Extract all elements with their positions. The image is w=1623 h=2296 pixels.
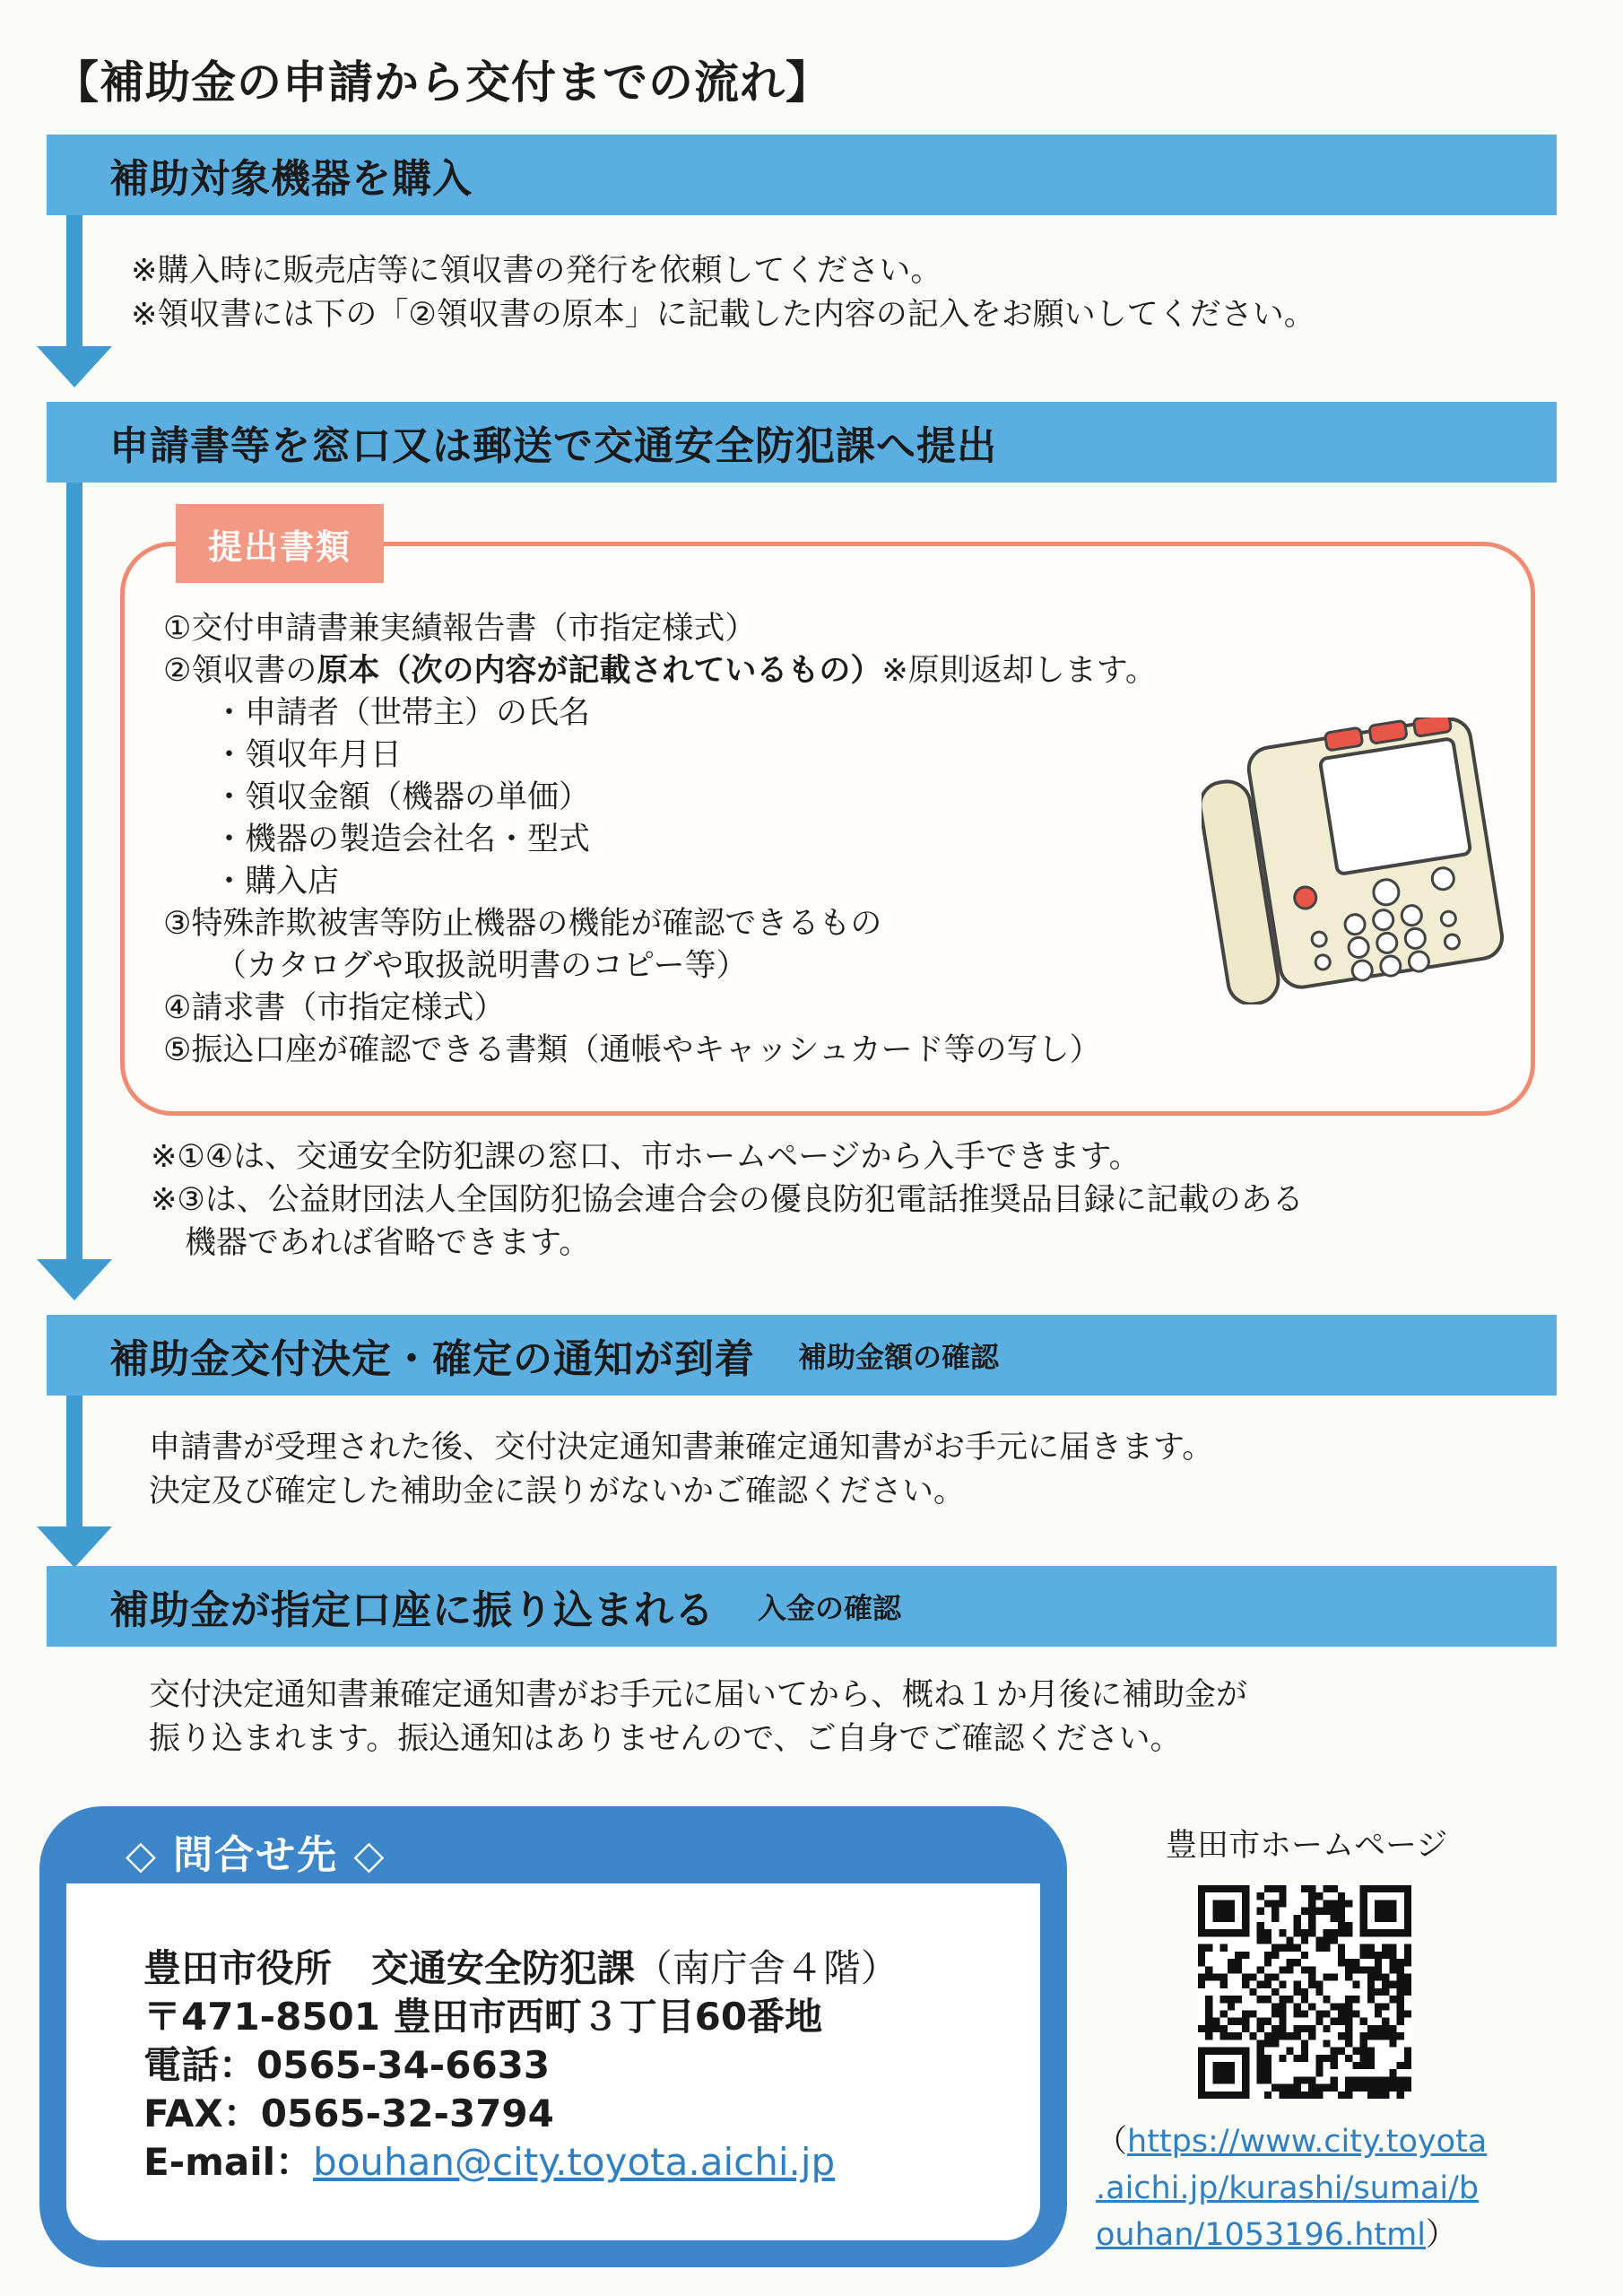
step4-text-1: 交付決定通知書兼確定通知書がお手元に届いてから、概ね１か月後に補助金が	[149, 1677, 1248, 1713]
homepage-url	[1096, 2118, 1487, 2258]
step3-sub: 補助金額の確認	[798, 1340, 1000, 1374]
step2-note-1: ※①④は、交通安全防犯課の窓口、市ホームページから入手できます。	[151, 1139, 1141, 1175]
step4-sub: 入金の確認	[758, 1591, 902, 1625]
step1-label: 補助対象機器を購入	[109, 156, 473, 202]
contact-phone-label: 電話：	[143, 2043, 257, 2087]
doc-item-2-suffix: ※原則返却します。	[881, 653, 1157, 689]
step2-bar	[47, 402, 1557, 483]
step1-note-1: ※購入時に販売店等に領収書の発行を依頼してください。	[131, 253, 942, 289]
doc-item-2-sub-3: ・領収金額（機器の単価）	[213, 779, 591, 815]
flow-arrow-line-2	[66, 481, 82, 1270]
step4-text-2: 振り込まれます。振込通知はありませんので、ご自身でご確認ください。	[149, 1721, 1182, 1757]
flow-arrow-line-1	[66, 212, 82, 353]
step3-label: 補助金交付決定・確定の通知が到着	[109, 1336, 755, 1382]
documents-list	[163, 608, 1157, 1072]
homepage-url-close: ）	[1425, 2217, 1457, 2253]
contact-phone-line	[143, 2041, 898, 2090]
step3-text	[149, 1426, 1213, 1514]
doc-item-2-bold: 原本（次の内容が記載されているもの）	[317, 653, 882, 689]
step2-notes	[151, 1135, 1304, 1265]
doc-item-2-prefix: ②領収書の	[163, 653, 317, 689]
contact-fax-label: FAX：	[143, 2092, 261, 2135]
contact-title: ◇ 問合せ先 ◇	[126, 1832, 386, 1878]
homepage-url-line-2[interactable]: .aichi.jp/kurashi/sumai/b	[1096, 2170, 1480, 2206]
contact-email-label: E-mail：	[143, 2140, 314, 2184]
doc-item-5: ⑤振込口座が確認できる書類（通帳やキャッシュカード等の写し）	[163, 1032, 1101, 1068]
flow-arrow-head-3	[37, 1526, 112, 1568]
contact-email-line	[143, 2138, 898, 2187]
step3-bar	[47, 1315, 1557, 1396]
doc-item-2-sub-4: ・機器の製造会社名・型式	[213, 822, 591, 857]
homepage-caption: 豊田市ホームページ	[1166, 1828, 1448, 1864]
homepage-url-line-1[interactable]: https://www.city.toyota	[1127, 2124, 1488, 2160]
doc-item-2-sub-2: ・領収年月日	[213, 737, 403, 773]
doc-item-3: ③特殊詐欺被害等防止機器の機能が確認できるもの	[163, 906, 882, 942]
telephone-icon	[1202, 718, 1506, 1004]
doc-item-1: ①交付申請書兼実績報告書（市指定様式）	[163, 611, 757, 647]
contact-fax: 0565-32-3794	[260, 2092, 554, 2135]
contact-fax-line	[143, 2090, 898, 2138]
step2-label: 申請書等を窓口又は郵送で交通安全防犯課へ提出	[109, 423, 997, 469]
contact-floor: （南庁舎４階）	[634, 1946, 898, 1990]
doc-item-2-sub-1: ・申請者（世帯主）の氏名	[213, 695, 591, 731]
step2-note-2: ※③は、公益財団法人全国防犯協会連合会の優良防犯電話推奨品目録に記載のある	[151, 1182, 1304, 1218]
contact-org: 豊田市役所	[143, 1946, 333, 1990]
step1-notes	[131, 249, 1315, 337]
step1-note-2: ※領収書には下の「②領収書の原本」に記載した内容の記入をお願いしてください。	[131, 297, 1315, 333]
flow-arrow-head-2	[37, 1259, 112, 1300]
flow-arrow-line-3	[66, 1394, 82, 1537]
doc-item-2-sub-5: ・購入店	[213, 864, 340, 900]
contact-org-line	[143, 1944, 898, 1993]
contact-dept: 交通安全防犯課	[370, 1946, 635, 1990]
step3-text-1: 申請書が受理された後、交付決定通知書兼確定通知書がお手元に届きます。	[149, 1430, 1214, 1465]
qr-code-icon[interactable]	[1198, 1885, 1411, 2099]
doc-item-4: ④請求書（市指定様式）	[163, 990, 506, 1026]
homepage-url-line-3[interactable]: ouhan/1053196.html	[1096, 2217, 1426, 2253]
page-title: 【補助金の申請から交付までの流れ】	[54, 57, 831, 109]
step2-note-2-cont: 機器であれば省略できます。	[185, 1225, 591, 1261]
contact-email-link[interactable]: bouhan@city.toyota.aichi.jp	[313, 2140, 836, 2184]
doc-item-3-sub: （カタログや取扱説明書のコピー等）	[215, 948, 748, 984]
step4-text	[149, 1674, 1247, 1761]
step1-bar	[47, 135, 1557, 215]
homepage-url-open: （	[1096, 2124, 1128, 2160]
contact-address: 〒471-8501 豊田市西町３丁目60番地	[143, 1995, 823, 2039]
doc-item-2	[163, 650, 1157, 692]
step3-text-2: 決定及び確定した補助金に誤りがないかご確認ください。	[149, 1474, 966, 1509]
contact-phone: 0565-34-6633	[256, 2043, 551, 2087]
step4-label: 補助金が指定口座に振り込まれる	[109, 1587, 715, 1633]
step4-bar	[47, 1566, 1557, 1647]
documents-tab: 提出書類	[176, 504, 384, 583]
contact-body	[143, 1944, 898, 2187]
flow-arrow-head-1	[37, 346, 112, 387]
